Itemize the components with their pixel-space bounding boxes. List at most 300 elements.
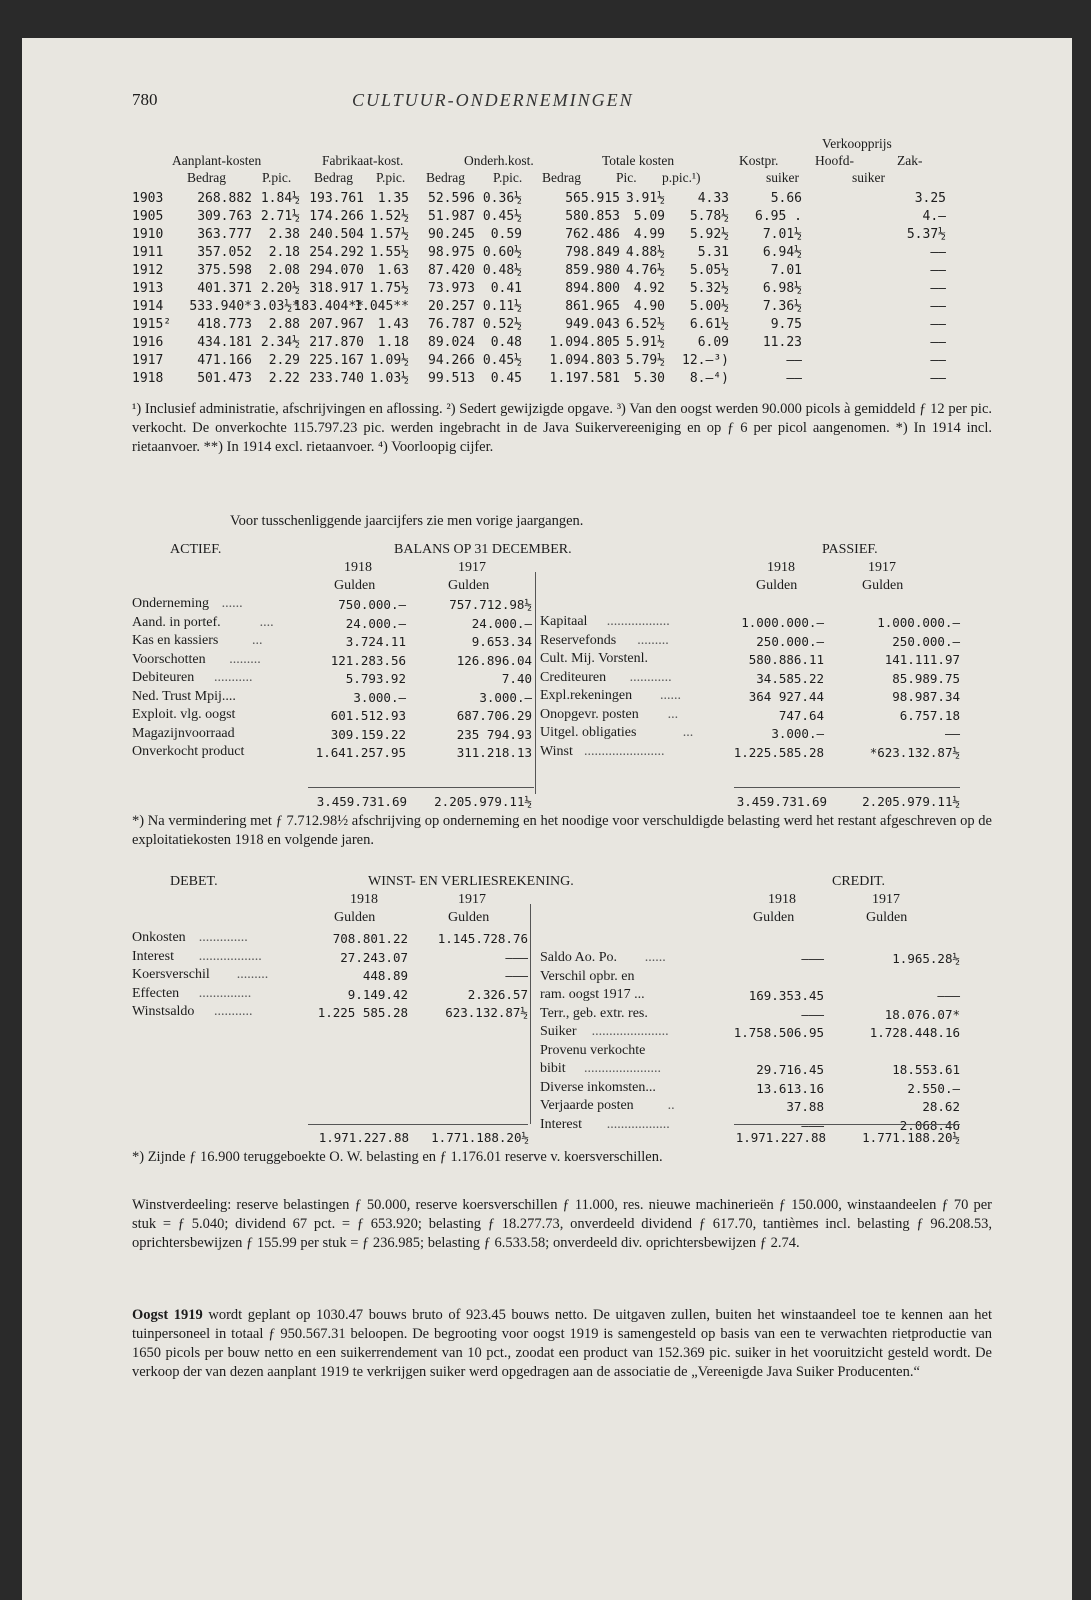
asset-value-1917: 7.40 — [501, 671, 532, 686]
pl-divider — [530, 904, 531, 1124]
liability-label: Crediteuren — [540, 669, 607, 685]
liability-value-1918: 364 927.44 — [748, 689, 824, 704]
asset-value-1917: 3.000.— — [479, 689, 532, 705]
balance-unit-left-1: Gulden — [334, 578, 376, 593]
asset-label: Debiteuren — [132, 670, 195, 685]
credit-label: bibit — [540, 1061, 566, 1076]
book-page — [22, 38, 1072, 1600]
credit-leader: .................. — [606, 1116, 670, 1132]
liability-value-1918: 1.225.585.28 — [733, 744, 824, 760]
cell-fabrikaat-bedrag: 217.870 — [309, 335, 364, 350]
cell-kostpr-ppic: 5.32½ — [689, 281, 729, 296]
cell-year: 1916 — [132, 335, 164, 350]
profit-distribution: Winstverdeeling: reserve belastingen ƒ 50.000, reserve koersverschillen ƒ 11.000, res. nieuwe machinerieën ƒ 150.000, winstaandeelen ƒ 70 per stuk = ƒ 5.040; dividend 67 pct. = ƒ 653.920; belasting ƒ 18.277.73, onverdeeld dividend ƒ 617.70, tantièmes incl. belasting ƒ 96.208.53, oprichtersbewijzen ƒ 155.99 per stuk = ƒ 236.985; belasting ƒ 6.533.58; onverdeeld div. oprichtersbewijzen ƒ 2.74. — [132, 1197, 992, 1251]
cell-totale-bedrag: 1.197.581 — [549, 371, 620, 386]
cell-aanplant-ppic: 2.22 — [268, 371, 300, 386]
asset-value-1918: 24.000.— — [345, 615, 406, 631]
balance-year-1917-left: 1917 — [458, 560, 486, 575]
cell-hoofd-suiker: —— — [786, 371, 802, 386]
cell-hoofd-suiker: —— — [786, 353, 802, 368]
harvest-1919-paragraph — [132, 1306, 992, 1382]
cell-onderh-bedrag: 76.787 — [428, 317, 475, 332]
cell-kostpr-ppic: 6.61½ — [689, 317, 729, 332]
liability-value-1917: 1.000.000.— — [877, 615, 960, 630]
cell-zak-suiker: 5.37½ — [906, 227, 946, 242]
credit-leader: .. — [667, 1098, 675, 1113]
liability-label: Uitgel. obligaties — [540, 725, 637, 740]
asset-leader: .... — [259, 614, 274, 630]
asset-value-1918: 3.724.11 — [345, 634, 406, 649]
cell-aanplant-bedrag: 501.473 — [197, 371, 252, 386]
liability-label: Kapitaal — [540, 614, 588, 629]
cell-onderh-bedrag: 51.987 — [428, 209, 475, 224]
cell-zak-suiker: —— — [930, 299, 946, 314]
cell-aanplant-bedrag: 418.773 — [197, 317, 252, 332]
asset-label: Aand. in portef. — [132, 614, 221, 630]
balance-rule-right — [734, 787, 960, 788]
cell-aanplant-ppic: 2.71½ — [260, 209, 300, 224]
asset-value-1918: 5.793.92 — [345, 671, 406, 686]
cell-aanplant-bedrag: 268.882 — [197, 191, 252, 206]
cell-zak-suiker: —— — [930, 281, 946, 296]
cell-fabrikaat-bedrag: 254.292 — [309, 245, 364, 260]
cell-onderh-ppic: 0.45 — [490, 371, 522, 386]
cell-totale-pic: 5.91½ — [625, 335, 665, 350]
asset-value-1917: 24.000.— — [471, 615, 532, 631]
liability-leader: ....................... — [584, 743, 665, 759]
debit-value-1917: 1.145.728.76 — [437, 931, 528, 946]
liability-label: Onopgevr. posten — [540, 706, 639, 722]
cell-totale-bedrag: 580.853 — [565, 209, 620, 224]
cell-zak-suiker: —— — [930, 245, 946, 260]
cell-onderh-bedrag: 73.973 — [428, 281, 475, 296]
asset-value-1918: 750.000.— — [338, 597, 406, 612]
harvest-1919-text: wordt geplant op 1030.47 bouws bruto of 923.45 bouws netto. De uitgaven zullen, buiten het winstaandeel toe te kennen aan het tuinpersoneel in totaal ƒ 950.567.31 beloopen. De begrooting voor oogst 1919 is samengesteld op basis van een te verwachten rietproductie van 1650 picols per bouw netto en een suikerrendement van 10 pct., zoodat een product van 152.369 pic. suiker in het vooruitzicht gesteld wordt. De verkoop der van dezen aanplant 1919 te verkrijgen suiker werd opgedragen aan de associatie de „Vereenigde Java Suiker Producenten.“ — [132, 1307, 993, 1380]
previous-years-note: Voor tusschenliggende jaarcijfers zie men vorige jaargangen. — [230, 513, 584, 529]
col-bedrag-2: Bedrag — [314, 170, 353, 185]
liability-value-1917: 141.111.97 — [884, 652, 960, 667]
liability-value-1918: 1.000.000.— — [741, 615, 824, 630]
balance-total-1918-left: 3.459.731.69 — [316, 794, 407, 809]
cell-aanplant-bedrag: 471.166 — [197, 353, 252, 368]
pl-rule-right — [734, 1124, 960, 1125]
cell-kostpr-ppic: 8.—⁴) — [689, 371, 729, 386]
liability-label: Expl.rekeningen — [540, 688, 633, 703]
asset-value-1918: 309.159.22 — [330, 726, 406, 742]
cell-aanplant-ppic: 2.38 — [268, 227, 300, 242]
liability-leader: ......... — [637, 632, 669, 648]
cell-hoofd-suiker: 11.23 — [762, 335, 802, 350]
cell-onderh-bedrag: 94.266 — [428, 353, 475, 368]
cell-zak-suiker: —— — [930, 371, 946, 386]
cell-year: 1918 — [132, 371, 164, 386]
balance-year-1918-left: 1918 — [344, 560, 372, 575]
cell-hoofd-suiker: 6.94½ — [762, 245, 802, 260]
liability-value-1917: *623.132.87½ — [869, 744, 960, 760]
pl-unit-right-2: Gulden — [866, 910, 908, 925]
cell-totale-bedrag: 861.965 — [565, 299, 620, 314]
credit-label: Saldo Ao. Po. — [540, 950, 618, 965]
liability-value-1917: 85.989.75 — [892, 670, 960, 686]
pl-year-1917-right: 1917 — [872, 892, 900, 907]
cell-aanplant-bedrag: 401.371 — [197, 281, 252, 296]
cell-hoofd-suiker: 7.01 — [770, 263, 802, 278]
cell-fabrikaat-bedrag: 318.917 — [309, 281, 364, 296]
cell-year: 1903 — [132, 191, 164, 206]
cell-onderh-bedrag: 87.420 — [428, 263, 475, 278]
cell-fabrikaat-ppic: 1.63 — [377, 263, 409, 278]
cell-totale-bedrag: 859.980 — [565, 263, 620, 278]
cell-fabrikaat-bedrag: 240.504 — [309, 227, 364, 242]
cell-fabrikaat-ppic: 1.35 — [377, 191, 409, 206]
pl-year-1918-right: 1918 — [768, 892, 796, 907]
cell-onderh-ppic: 0.41 — [490, 281, 522, 296]
cell-totale-bedrag: 798.849 — [565, 245, 620, 260]
header-totale: Totale kosten — [602, 153, 675, 168]
pl-year-1917-left: 1917 — [458, 892, 486, 907]
balance-title: BALANS OP 31 DECEMBER. — [394, 542, 572, 557]
cell-zak-suiker: —— — [930, 353, 946, 368]
cell-aanplant-ppic: 2.29 — [268, 353, 300, 368]
liability-leader: ... — [667, 706, 679, 722]
credit-value-1918: 169.353.45 — [748, 988, 824, 1003]
liability-value-1917: 250.000.— — [892, 633, 960, 649]
cell-fabrikaat-bedrag: 294.070 — [309, 263, 364, 278]
header-zak: Zak- — [897, 153, 923, 168]
cell-aanplant-bedrag: 357.052 — [197, 245, 252, 260]
credit-value-1918: 29.716.45 — [756, 1062, 824, 1077]
cell-totale-pic: 3.91½ — [625, 191, 665, 206]
cell-onderh-ppic: 0.59 — [490, 227, 522, 242]
credit-label: Provenu verkochte — [540, 1042, 646, 1058]
balance-total-1917-right: 2.205.979.11½ — [862, 794, 960, 809]
cell-fabrikaat-bedrag: 183.404** — [293, 299, 364, 314]
cell-zak-suiker: 3.25 — [914, 191, 946, 206]
cell-year: 1914 — [132, 299, 164, 314]
cell-aanplant-bedrag: 533.940* — [189, 299, 252, 314]
col-ppic-3: P.pic. — [493, 170, 523, 185]
cell-year: 1911 — [132, 245, 164, 260]
col-zak-suiker: suiker — [852, 170, 885, 185]
liability-label: Winst — [540, 743, 573, 759]
cell-totale-pic: 4.88½ — [625, 245, 665, 260]
credit-value-1918: ——— — [801, 1006, 824, 1022]
cell-hoofd-suiker: 9.75 — [770, 317, 802, 332]
cell-fabrikaat-ppic: 1.09½ — [369, 353, 409, 368]
balance-rule-left — [308, 787, 534, 788]
cell-aanplant-bedrag: 363.777 — [197, 227, 252, 242]
cell-aanplant-bedrag: 309.763 — [197, 209, 252, 224]
liability-value-1918: 747.64 — [778, 707, 824, 723]
debit-label: Effecten — [132, 985, 180, 1001]
cell-hoofd-suiker: 7.01½ — [762, 227, 802, 242]
liability-value-1918: 3.000.— — [771, 726, 824, 741]
debit-leader: .............. — [198, 930, 248, 945]
col-bedrag-4: Bedrag — [542, 170, 581, 185]
asset-leader: ... — [252, 633, 263, 648]
cell-fabrikaat-bedrag: 233.740 — [309, 371, 364, 386]
cell-totale-pic: 4.99 — [633, 227, 665, 242]
balance-actief-title: ACTIEF. — [170, 542, 222, 557]
asset-value-1918: 601.512.93 — [330, 708, 406, 723]
credit-leader: ...................... — [584, 1061, 661, 1076]
col-ppic-2: P.pic. — [376, 170, 406, 185]
cell-totale-pic: 4.92 — [633, 281, 665, 296]
cell-hoofd-suiker: 6.98½ — [762, 281, 802, 296]
col-kostpr-ppic: p.pic.¹) — [662, 170, 701, 185]
credit-leader: ...... — [644, 950, 666, 965]
asset-value-1918: 121.283.56 — [330, 652, 406, 668]
cell-fabrikaat-ppic: 1.52½ — [369, 209, 409, 224]
balance-year-1917-right: 1917 — [868, 560, 896, 575]
credit-value-1917: 18.076.07* — [884, 1006, 960, 1022]
liability-value-1917: 98.987.34 — [892, 689, 960, 704]
cell-zak-suiker: —— — [930, 317, 946, 332]
cell-kostpr-ppic: 4.33 — [697, 191, 729, 206]
cell-totale-pic: 4.90 — [633, 299, 665, 314]
asset-value-1917: 687.706.29 — [456, 708, 532, 723]
pl-total-1917-left: 1.771.188.20½ — [431, 1130, 529, 1145]
col-pic: Pic. — [616, 170, 637, 185]
credit-value-1917: 18.553.61 — [892, 1062, 960, 1077]
credit-value-1918: ——— — [801, 951, 824, 966]
cell-onderh-ppic: 0.48 — [490, 335, 522, 350]
pl-total-1917-right: 1.771.188.20½ — [862, 1130, 960, 1145]
balance-divider — [535, 572, 536, 794]
col-bedrag-3: Bedrag — [426, 170, 465, 185]
cell-totale-bedrag: 565.915 — [565, 191, 620, 206]
cell-onderh-ppic: 0.11½ — [482, 299, 522, 314]
liability-value-1917: 6.757.18 — [899, 707, 960, 723]
cell-zak-suiker: —— — [930, 335, 946, 350]
credit-label: Interest — [540, 1116, 582, 1132]
cell-onderh-ppic: 0.60½ — [482, 245, 522, 260]
cell-totale-pic: 5.30 — [633, 371, 665, 386]
cell-year: 1917 — [132, 353, 164, 368]
cell-onderh-ppic: 0.48½ — [482, 263, 522, 278]
cell-fabrikaat-bedrag: 193.761 — [309, 191, 364, 206]
cell-kostpr-ppic: 5.05½ — [689, 263, 729, 278]
pl-total-1918-left: 1.971.227.88 — [318, 1130, 409, 1145]
asset-value-1917: 126.896.04 — [456, 652, 532, 668]
pl-year-1918-left: 1918 — [350, 892, 378, 907]
cell-fabrikaat-bedrag: 207.967 — [309, 317, 364, 332]
cell-totale-bedrag: 762.486 — [565, 227, 620, 242]
liability-label: Cult. Mij. Vorstenl. — [540, 651, 649, 666]
pl-unit-left-2: Gulden — [448, 910, 490, 925]
cell-totale-bedrag: 1.094.805 — [549, 335, 620, 350]
debit-label: Onkosten — [132, 930, 186, 945]
debit-value-1918: 1.225 585.28 — [317, 1005, 408, 1020]
harvest-1919-lead: Oogst 1919 — [132, 1307, 203, 1323]
cell-year: 1905 — [132, 209, 164, 224]
debit-value-1918: 9.149.42 — [347, 986, 408, 1002]
credit-label: Diverse inkomsten... — [540, 1079, 656, 1095]
cell-totale-pic: 6.52½ — [625, 317, 665, 332]
asset-value-1917: 235 794.93 — [456, 726, 532, 742]
credit-label: Verschil opbr. en — [540, 968, 635, 984]
balance-unit-right-1: Gulden — [756, 578, 798, 593]
asset-label: Voorschotten — [132, 651, 206, 667]
cell-aanplant-ppic: 3.03½* — [253, 299, 300, 314]
credit-value-1917: ——— — [937, 988, 960, 1003]
liability-value-1918: 34.585.22 — [756, 670, 824, 686]
debit-leader: ........... — [214, 1004, 253, 1019]
asset-leader: ......... — [229, 651, 261, 667]
cell-hoofd-suiker: 5.66 — [770, 191, 802, 206]
asset-label: Kas en kassiers — [132, 633, 219, 648]
cell-year: 1912 — [132, 263, 164, 278]
cell-onderh-ppic: 0.36½ — [482, 191, 522, 206]
cell-kostpr-ppic: 12.—³) — [682, 353, 729, 368]
balance-note: *) Na vermindering met ƒ 7.712.98½ afschrijving op onderneming en het noodige voor verschuldigde belasting werd het restant afgeschreven op de exploitatiekosten 1918 en volgende jaren. — [132, 813, 992, 848]
cell-aanplant-bedrag: 434.181 — [197, 335, 252, 350]
credit-value-1918: ——— — [801, 1117, 824, 1133]
asset-value-1918: 1.641.257.95 — [315, 745, 406, 760]
pl-debet-title: DEBET. — [170, 874, 218, 889]
credit-value-1917: 1.965.28½ — [892, 951, 960, 966]
header-onderh: Onderh.kost. — [464, 153, 534, 168]
liability-value-1918: 250.000.— — [756, 633, 824, 649]
asset-label: Ned. Trust Mpij.... — [132, 688, 236, 704]
running-title: CULTUUR-ONDERNEMINGEN — [352, 90, 634, 110]
cell-fabrikaat-ppic: 1.03½ — [369, 371, 409, 386]
page-number: 780 — [132, 90, 158, 109]
cell-onderh-bedrag: 20.257 — [428, 299, 475, 314]
credit-value-1918: 1.758.506.95 — [733, 1025, 824, 1040]
header-hoofd: Hoofd- — [815, 153, 854, 168]
cell-hoofd-suiker: 6.95 . — [755, 209, 802, 224]
debit-value-1917: 623.132.87½ — [445, 1005, 528, 1020]
cell-onderh-bedrag: 89.024 — [428, 335, 475, 350]
cell-aanplant-bedrag: 375.598 — [197, 263, 252, 278]
cell-kostpr-ppic: 5.00½ — [689, 299, 729, 314]
cell-year: 1913 — [132, 281, 164, 296]
asset-value-1917: 9.653.34 — [471, 634, 532, 649]
asset-value-1917: 757.712.98½ — [449, 597, 532, 612]
balance-year-1918-right: 1918 — [767, 560, 795, 575]
cell-kostpr-ppic: 6.09 — [697, 335, 729, 350]
credit-value-1918: 13.613.16 — [756, 1080, 824, 1096]
cell-totale-bedrag: 894.800 — [565, 281, 620, 296]
cell-fabrikaat-ppic: 1.43 — [377, 317, 409, 332]
cell-aanplant-ppic: 2.34½ — [260, 335, 300, 350]
credit-leader: ...................... — [591, 1024, 669, 1039]
cell-year: 1910 — [132, 227, 164, 242]
cell-aanplant-ppic: 1.84½ — [260, 191, 300, 206]
credit-label: Suiker — [540, 1024, 577, 1039]
cell-fabrikaat-bedrag: 225.167 — [309, 353, 364, 368]
header-fabrikaat: Fabrikaat-kost. — [322, 153, 404, 168]
cell-totale-pic: 4.76½ — [625, 263, 665, 278]
cell-aanplant-ppic: 2.20½ — [260, 281, 300, 296]
debit-value-1918: 448.89 — [362, 968, 408, 983]
cell-kostpr-ppic: 5.92½ — [689, 227, 729, 242]
liability-leader: ... — [682, 725, 694, 740]
credit-label: Terr., geb. extr. res. — [540, 1005, 648, 1021]
asset-label: Exploit. vlg. oogst — [132, 707, 236, 722]
footnote-costs: ¹) Inclusief administratie, afschrijvingen en aflossing. ²) Sedert gewijzigde opgave. ³) Van den oogst werden 90.000 picols à gemiddeld ƒ 12 per pic. verkocht. De onverkochte 115.797.23 pic. werden ingebracht in de Java Suikervereeniging en op ƒ 6 per picol aangenomen. *) In 1914 incl. rietaanvoer. **) In 1914 excl. rietaanvoer. ⁴) Voorloopig cijfer. — [132, 401, 992, 455]
pl-total-1918-right: 1.971.227.88 — [735, 1130, 826, 1145]
cell-onderh-bedrag: 99.513 — [428, 371, 475, 386]
cell-onderh-bedrag: 90.245 — [428, 227, 475, 242]
cell-fabrikaat-ppic: 1.55½ — [369, 245, 409, 260]
asset-label: Onderneming — [132, 596, 209, 611]
debit-leader: ......... — [236, 967, 269, 982]
debit-label: Interest — [132, 948, 174, 964]
asset-label: Magazijnvoorraad — [132, 725, 235, 741]
cell-onderh-bedrag: 98.975 — [428, 245, 475, 260]
debit-label: Winstsaldo — [132, 1004, 195, 1019]
pl-unit-right-1: Gulden — [753, 910, 795, 925]
liability-value-1917: —— — [944, 726, 960, 741]
cell-onderh-ppic: 0.45½ — [482, 353, 522, 368]
asset-label: Onverkocht product — [132, 744, 245, 759]
balance-total-1918-right: 3.459.731.69 — [736, 794, 827, 809]
pl-title: WINST- EN VERLIESREKENING. — [368, 874, 574, 889]
debit-label: Koersverschil — [132, 967, 210, 982]
debit-value-1917: 2.326.57 — [467, 986, 528, 1002]
debit-leader: .................. — [198, 948, 262, 964]
balance-total-1917-left: 2.205.979.11½ — [434, 794, 532, 809]
debit-value-1917: ——— — [505, 968, 528, 983]
credit-value-1918: 37.88 — [786, 1099, 824, 1114]
cell-zak-suiker: 4.— — [922, 209, 946, 224]
asset-value-1917: 311.218.13 — [456, 745, 532, 760]
balance-unit-left-2: Gulden — [448, 578, 490, 593]
cell-totale-pic: 5.79½ — [625, 353, 665, 368]
debit-leader: ............... — [198, 985, 252, 1001]
cell-onderh-ppic: 0.52½ — [482, 317, 522, 332]
pl-note: *) Zijnde ƒ 16.900 teruggeboekte O. W. belasting en ƒ 1.176.01 reserve v. koersverschillen. — [132, 1149, 663, 1165]
col-hoofd-suiker: suiker — [766, 170, 799, 185]
col-ppic-1: P.pic. — [262, 170, 292, 185]
balance-unit-right-2: Gulden — [862, 578, 904, 593]
header-verkoopprijs: Verkoopprijs — [822, 136, 892, 151]
cell-onderh-ppic: 0.45½ — [482, 209, 522, 224]
header-kostpr: Kostpr. — [739, 153, 779, 168]
pl-credit-title: CREDIT. — [832, 874, 886, 889]
cell-totale-bedrag: 1.094.803 — [549, 353, 620, 368]
liability-leader: ............ — [629, 669, 672, 685]
pl-unit-left-1: Gulden — [334, 910, 376, 925]
credit-label: Verjaarde posten — [540, 1098, 634, 1113]
cell-totale-bedrag: 949.043 — [565, 317, 620, 332]
header-aanplant: Aanplant-kosten — [172, 153, 262, 168]
cell-aanplant-ppic: 2.08 — [268, 263, 300, 278]
cell-fabrikaat-ppic: 1.57½ — [369, 227, 409, 242]
credit-value-1917: 1.728.448.16 — [869, 1025, 960, 1040]
asset-value-1918: 3.000.— — [353, 689, 406, 705]
debit-value-1918: 708.801.22 — [332, 931, 408, 946]
liability-leader: .................. — [606, 614, 670, 629]
credit-value-1917: 2.550.— — [907, 1080, 960, 1096]
cell-onderh-bedrag: 52.596 — [428, 191, 475, 206]
credit-label: ram. oogst 1917 ... — [540, 987, 645, 1002]
pl-rule-left — [308, 1124, 528, 1125]
cell-hoofd-suiker: 7.36½ — [762, 299, 802, 314]
cell-year: 1915² — [132, 317, 172, 332]
cell-zak-suiker: —— — [930, 263, 946, 278]
cell-fabrikaat-ppic: 1.045** — [354, 299, 409, 314]
debit-value-1917: ——— — [505, 949, 528, 965]
cell-fabrikaat-bedrag: 174.266 — [309, 209, 364, 224]
asset-leader: ...... — [221, 596, 243, 611]
cell-totale-pic: 5.09 — [633, 209, 665, 224]
liability-label: Reservefonds — [540, 632, 617, 648]
liability-value-1918: 580.886.11 — [748, 652, 824, 667]
debit-value-1918: 27.243.07 — [340, 949, 408, 965]
